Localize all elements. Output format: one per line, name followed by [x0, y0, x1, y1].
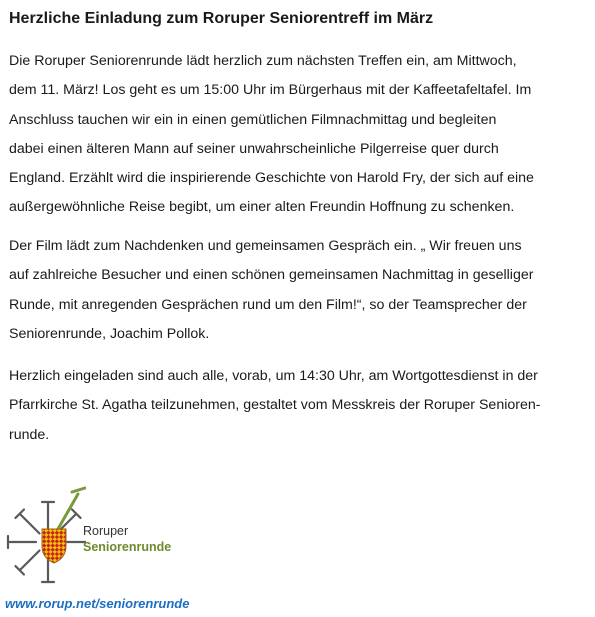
paragraph-line: außergewöhnliche Reise begibt, um einer alten Freundin Hoffnung zu schenken. — [9, 199, 515, 216]
paragraph-line: Pfarrkirche St. Agatha teilzunehmen, gestaltet vom Messkreis der Roruper Senioren- — [9, 397, 541, 414]
paragraph-line: dabei einen älteren Mann auf seiner unwahrscheinliche Pilgerreise quer durch — [9, 140, 499, 157]
paragraph-line: runde. — [9, 426, 50, 443]
logo-subtitle: Seniorenrunde — [83, 540, 172, 554]
website-link[interactable]: www.rorup.net/seniorenrunde — [5, 596, 190, 611]
paragraph-2 — [9, 232, 589, 349]
logo-emblem-icon — [6, 484, 86, 588]
paragraph-line: Herzlich eingeladen sind auch alle, vorab, um 14:30 Uhr, am Wortgottesdienst in der — [9, 368, 538, 384]
paragraph-line: dem 11. März! Los geht es um 15:00 Uhr im Bürgerhaus mit der Kaffeetafeltafel. Im — [9, 82, 532, 99]
logo-spoke — [20, 514, 40, 534]
paragraph-1 — [9, 47, 589, 223]
paragraph-line: auf zahlreiche Besucher und einen schönen gemeinsamen Nachmittag in geselliger — [9, 267, 534, 284]
paragraph-3 — [9, 362, 589, 450]
paragraph-line: Anschluss tauchen wir ein in einen gemütlichen Filmnachmittag und begleiten — [9, 111, 497, 128]
article-title: Herzliche Einladung zum Roruper Seniorentreff im März — [9, 10, 434, 27]
paragraph-line: Die Roruper Seniorenrunde lädt herzlich zum nächsten Treffen ein, am Mittwoch, — [9, 53, 517, 69]
paragraph-line: England. Erzählt wird die inspirierende Geschichte von Harold Fry, der sich auf eine — [9, 170, 534, 187]
seniorenrunde-logo — [6, 484, 206, 588]
paragraph-line: Runde, mit anregenden Gesprächen rund um den Film!“, so der Teamsprecher der — [9, 296, 527, 313]
paragraph-line: Der Film lädt zum Nachdenken und gemeinsamen Gespräch ein. „ Wir freuen uns — [9, 238, 522, 254]
paragraph-line: Seniorenrunde, Joachim Pollok. — [9, 325, 210, 342]
logo-spoke — [20, 550, 40, 570]
logo-name: Roruper — [83, 524, 129, 538]
